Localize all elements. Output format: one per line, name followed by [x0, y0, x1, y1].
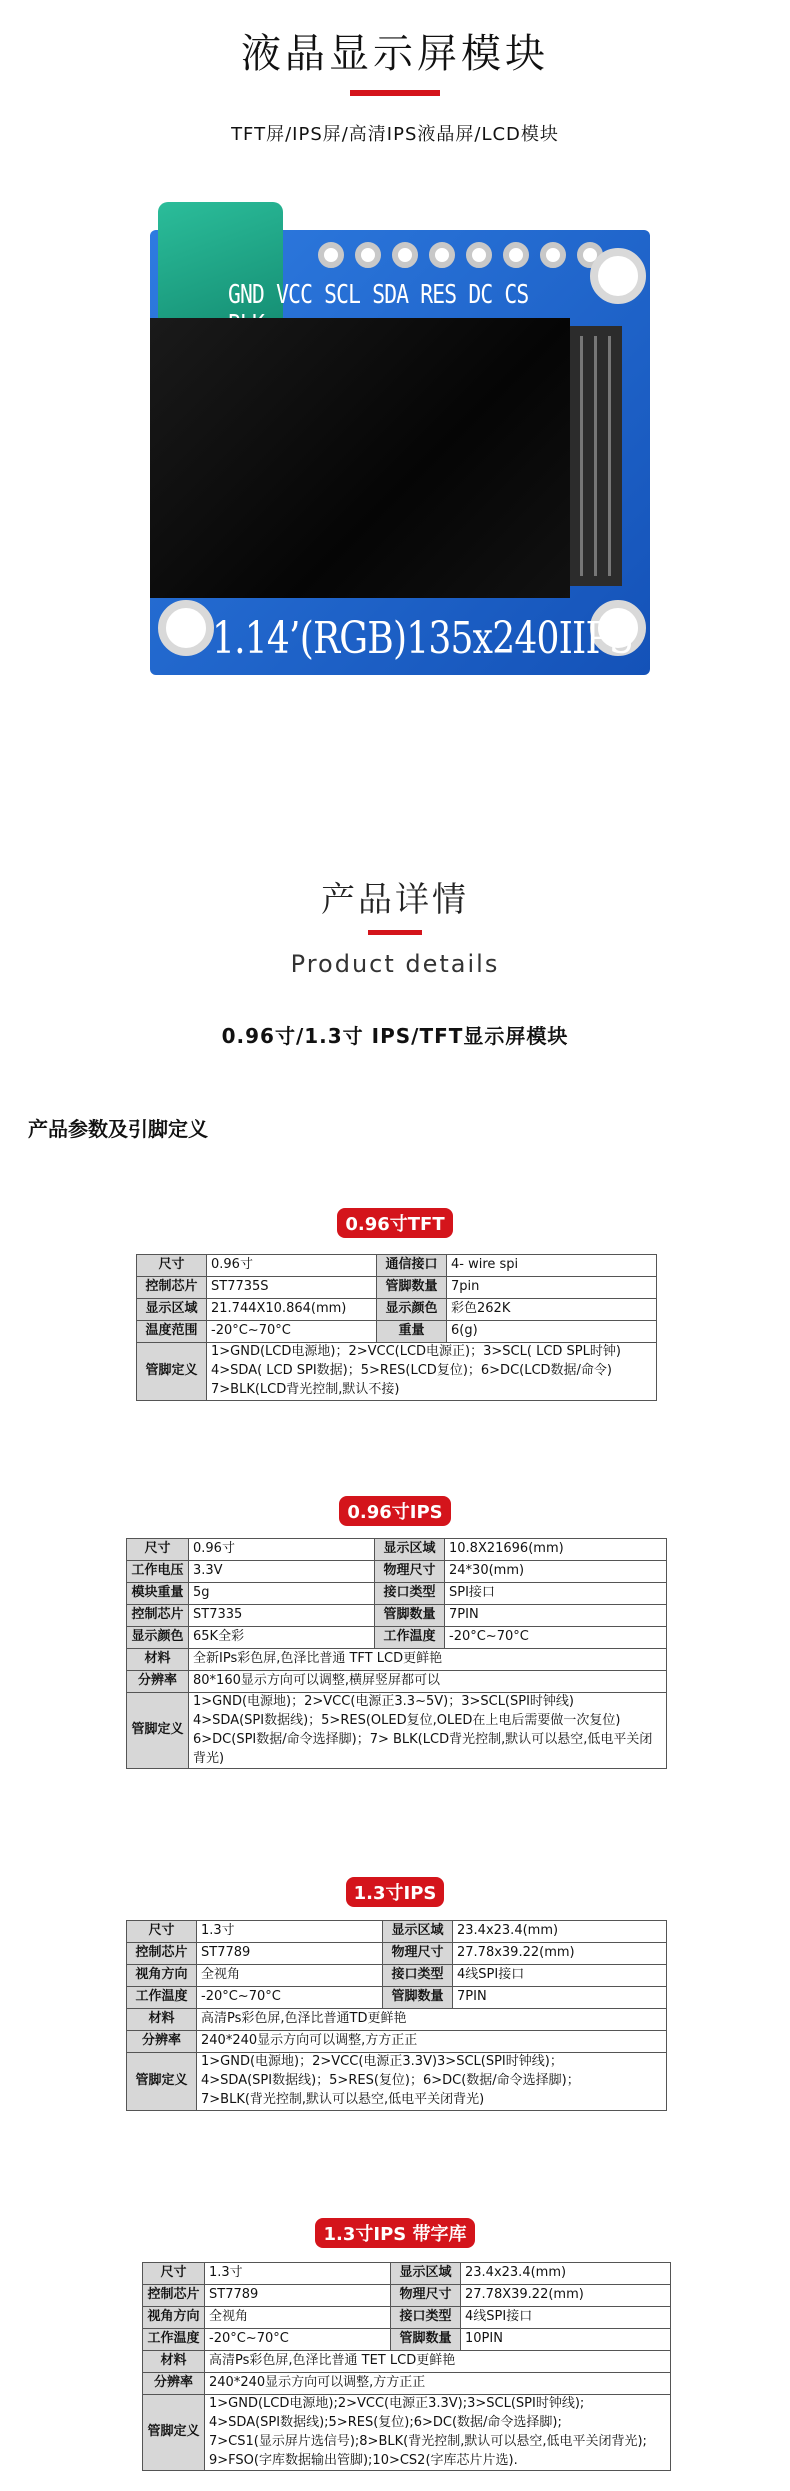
table-value-cell: 全视角: [205, 2307, 391, 2329]
table-value-cell: 高清Ps彩色屏,色泽比普通TD更鲜艳: [197, 2009, 667, 2031]
pin-hole: [318, 242, 344, 268]
table-row: [127, 1965, 667, 1987]
pin-hole: [540, 242, 566, 268]
table-value-cell: 21.744X10.864(mm): [207, 1299, 377, 1321]
page-title: 液晶显示屏模块: [241, 31, 549, 77]
table-value-cell: 1>GND(LCD电源地)；2>VCC(LCD电源正)；3>SCL( LCD SPL时钟) 4>SDA( LCD SPI数据)；5>RES(LCD复位)；6>DC(LCD数据/命令) 7>BLK(LCD背光控制,默认不接): [207, 1343, 657, 1401]
table-key-cell: 尺寸: [127, 1539, 189, 1561]
table-key-cell: 尺寸: [143, 2263, 205, 2285]
table-value-cell: -20°C~70°C: [205, 2329, 391, 2351]
table-value-cell: 6(g): [447, 1321, 657, 1343]
table-row: [137, 1343, 657, 1401]
table-row: [127, 1539, 667, 1561]
table-value-cell: ST7335: [189, 1605, 375, 1627]
table-value-cell: 23.4x23.4(mm): [461, 2263, 671, 2285]
table-key-cell: 物理尺寸: [391, 2285, 461, 2307]
table-key-cell: 视角方向: [143, 2307, 205, 2329]
spec-table: [142, 2262, 671, 2471]
table-value-cell: 1>GND(电源地)；2>VCC(电源正3.3V)3>SCL(SPI时钟线)； 4>SDA(SPI数据线)；5>RES(复位)；6>DC(数据/命令选择脚)； 7>BLK(背光控制,默认可以悬空,低电平关闭背光): [197, 2053, 667, 2111]
table-key-cell: 材料: [127, 1649, 189, 1671]
table-row: [143, 2285, 671, 2307]
table-key-cell: 管脚定义: [143, 2395, 205, 2471]
spec-badge: 0.96寸IPS: [0, 1496, 790, 1526]
table-value-cell: 7PIN: [445, 1605, 667, 1627]
table-row: [143, 2351, 671, 2373]
spec-table: [126, 1920, 667, 2111]
table-value-cell: 23.4x23.4(mm): [453, 1921, 667, 1943]
table-key-cell: 控制芯片: [127, 1605, 189, 1627]
pin-hole: [355, 242, 381, 268]
table-key-cell: 尺寸: [127, 1921, 197, 1943]
title-underline: [350, 90, 440, 96]
table-key-cell: 分辨率: [143, 2373, 205, 2395]
spec-table: [126, 1538, 667, 1769]
table-row: [127, 1605, 667, 1627]
table-key-cell: 工作温度: [143, 2329, 205, 2351]
table-value-cell: 0.96寸: [189, 1539, 375, 1561]
section-subtitle-en: Product details: [290, 950, 500, 978]
spec-badge: 0.96寸TFT: [0, 1208, 790, 1238]
lcd-module-image: [150, 230, 650, 675]
table-key-cell: 接口类型: [383, 1965, 453, 1987]
table-value-cell: -20°C~70°C: [197, 1987, 383, 2009]
pin-hole: [392, 242, 418, 268]
table-row: [127, 1671, 667, 1693]
table-value-cell: 80*160显示方向可以调整,横屏竖屏都可以: [189, 1671, 667, 1693]
table-value-cell: 1.3寸: [205, 2263, 391, 2285]
table-key-cell: 物理尺寸: [375, 1561, 445, 1583]
table-value-cell: ST7735S: [207, 1277, 377, 1299]
table-row: [127, 2009, 667, 2031]
table-value-cell: 4- wire spi: [447, 1255, 657, 1277]
table-value-cell: 全视角: [197, 1965, 383, 1987]
table-row: [127, 1561, 667, 1583]
table-value-cell: 27.78X39.22(mm): [461, 2285, 671, 2307]
table-key-cell: 尺寸: [137, 1255, 207, 1277]
table-value-cell: 65K全彩: [189, 1627, 375, 1649]
table-value-cell: 5g: [189, 1583, 375, 1605]
table-value-cell: SPI接口: [445, 1583, 667, 1605]
section-underline: [368, 930, 422, 935]
table-value-cell: 10PIN: [461, 2329, 671, 2351]
pin-hole: [429, 242, 455, 268]
table-key-cell: 材料: [143, 2351, 205, 2373]
table-key-cell: 分辨率: [127, 1671, 189, 1693]
table-value-cell: 高清Ps彩色屏,色泽比普通 TET LCD更鲜艳: [205, 2351, 671, 2373]
table-value-cell: 彩色262K: [447, 1299, 657, 1321]
table-value-cell: 27.78x39.22(mm): [453, 1943, 667, 1965]
spec-table: [136, 1254, 657, 1401]
table-key-cell: 管脚定义: [127, 2053, 197, 2111]
table-key-cell: 控制芯片: [127, 1943, 197, 1965]
table-key-cell: 视角方向: [127, 1965, 197, 1987]
table-value-cell: -20°C~70°C: [207, 1321, 377, 1343]
table-row: [143, 2307, 671, 2329]
table-value-cell: 7PIN: [453, 1987, 667, 2009]
table-value-cell: 3.3V: [189, 1561, 375, 1583]
pin-hole: [466, 242, 492, 268]
table-key-cell: 物理尺寸: [383, 1943, 453, 1965]
model-line: 0.96寸/1.3寸 IPS/TFT显示屏模块: [221, 1024, 569, 1048]
table-row: [143, 2263, 671, 2285]
table-value-cell: 1>GND(电源地)；2>VCC(电源正3.3~5V)；3>SCL(SPI时钟线) 4>SDA(SPI数据线)；5>RES(OLED复位,OLED在上电后需要做一次复位) 6>DC(SPI数据/命令选择脚)；7> BLK(LCD背光控制,默认可以悬空,低电平关闭 背光): [189, 1693, 667, 1769]
table-row: [127, 1583, 667, 1605]
table-value-cell: -20°C~70°C: [445, 1627, 667, 1649]
table-row: [143, 2395, 671, 2471]
table-value-cell: 10.8X21696(mm): [445, 1539, 667, 1561]
table-key-cell: 通信接口: [377, 1255, 447, 1277]
table-key-cell: 工作电压: [127, 1561, 189, 1583]
table-key-cell: 管脚数量: [383, 1987, 453, 2009]
table-key-cell: 管脚定义: [127, 1693, 189, 1769]
table-value-cell: 1>GND(LCD电源地);2>VCC(电源正3.3V);3>SCL(SPI时钟线); 4>SDA(SPI数据线);5>RES(复位);6>DC(数据/命令选择脚); 7>CS1(显示屏片选信号);8>BLK(背光控制,默认可以悬空,低电平关闭背光); 9>FSO(字库数据输出管脚);10>CS2(字库芯片片选).: [205, 2395, 671, 2471]
table-row: [127, 1943, 667, 1965]
table-value-cell: 24*30(mm): [445, 1561, 667, 1583]
table-row: [137, 1299, 657, 1321]
table-row: [137, 1277, 657, 1299]
params-title: 产品参数及引脚定义: [28, 1117, 208, 1141]
section-title: 产品详情: [321, 880, 469, 920]
board-print: 1.14’(RGB)135x240IIPS: [212, 613, 633, 664]
table-key-cell: 管脚定义: [137, 1343, 207, 1401]
table-key-cell: 材料: [127, 2009, 197, 2031]
spec-badge: 1.3寸IPS 带字库: [0, 2218, 790, 2248]
table-row: [143, 2329, 671, 2351]
table-key-cell: 管脚数量: [377, 1277, 447, 1299]
table-row: [127, 1921, 667, 1943]
lcd-screen: [150, 318, 570, 598]
table-row: [127, 1627, 667, 1649]
table-row: [143, 2373, 671, 2395]
table-row: [127, 2053, 667, 2111]
table-key-cell: 显示颜色: [127, 1627, 189, 1649]
table-key-cell: 管脚数量: [375, 1605, 445, 1627]
table-value-cell: 0.96寸: [207, 1255, 377, 1277]
table-row: [127, 2031, 667, 2053]
table-key-cell: 显示区域: [383, 1921, 453, 1943]
table-row: [127, 1693, 667, 1769]
table-value-cell: 7pin: [447, 1277, 657, 1299]
table-key-cell: 控制芯片: [143, 2285, 205, 2307]
table-key-cell: 分辨率: [127, 2031, 197, 2053]
table-key-cell: 显示区域: [137, 1299, 207, 1321]
table-row: [127, 1649, 667, 1671]
flex-cable: [570, 326, 622, 586]
table-key-cell: 控制芯片: [137, 1277, 207, 1299]
pin-hole: [503, 242, 529, 268]
table-value-cell: 全新IPs彩色屏,色泽比普通 TFT LCD更鲜艳: [189, 1649, 667, 1671]
pin-labels: GND VCC SCL SDA RES DC CS: [228, 280, 529, 310]
table-value-cell: ST7789: [205, 2285, 391, 2307]
table-row: [137, 1321, 657, 1343]
table-row: [137, 1255, 657, 1277]
table-key-cell: 接口类型: [391, 2307, 461, 2329]
table-key-cell: 显示区域: [391, 2263, 461, 2285]
table-key-cell: 接口类型: [375, 1583, 445, 1605]
table-value-cell: 240*240显示方向可以调整,方方正正: [197, 2031, 667, 2053]
table-value-cell: 4线SPI接口: [461, 2307, 671, 2329]
table-key-cell: 显示区域: [375, 1539, 445, 1561]
table-row: [127, 1987, 667, 2009]
table-key-cell: 模块重量: [127, 1583, 189, 1605]
mounting-hole: [158, 600, 214, 656]
table-value-cell: 1.3寸: [197, 1921, 383, 1943]
page-subtitle: TFT屏/IPS屏/高清IPS液晶屏/LCD模块: [231, 124, 559, 145]
table-value-cell: 4线SPI接口: [453, 1965, 667, 1987]
table-key-cell: 重量: [377, 1321, 447, 1343]
table-key-cell: 管脚数量: [391, 2329, 461, 2351]
table-value-cell: ST7789: [197, 1943, 383, 1965]
mounting-hole: [590, 248, 646, 304]
table-value-cell: 240*240显示方向可以调整,方方正正: [205, 2373, 671, 2395]
table-key-cell: 工作温度: [375, 1627, 445, 1649]
table-key-cell: 工作温度: [127, 1987, 197, 2009]
spec-badge: 1.3寸IPS: [0, 1877, 790, 1907]
table-key-cell: 温度范围: [137, 1321, 207, 1343]
table-key-cell: 显示颜色: [377, 1299, 447, 1321]
